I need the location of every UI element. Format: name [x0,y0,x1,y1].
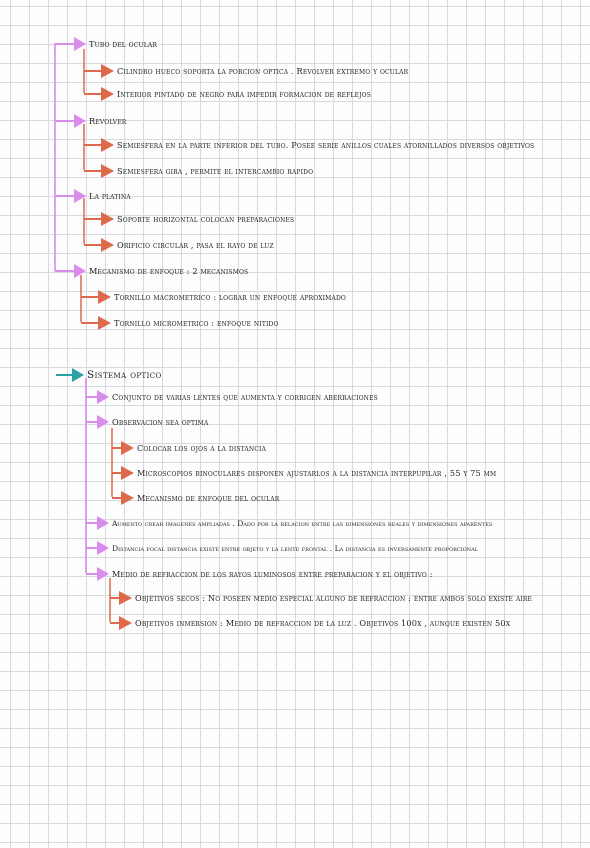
note-orificio-circular [84,237,274,253]
arrow-shaft [110,597,119,599]
note-text: Microscopios binoculares disponen ajustarlos a la distancia interpupilar , 55 y 75 mm [137,468,497,478]
violet-arrow-icon [97,541,109,555]
note-text: Tornillo macrometrico : lograr un enfoque aproximado [114,292,346,302]
note-mecanismo-enfoque [55,263,248,279]
arrow-shaft [84,93,101,95]
note-text: Aumento crear imagenes ampliadas . Dado por la relacion entre las dimensiones reales y dimensiones aparentes [112,518,493,528]
arrow-shaft [86,573,97,575]
orange-arrow-icon [101,64,114,78]
violet-arrow-icon [74,189,86,203]
note-text: Observacion sea optima [112,417,209,427]
arrow-shaft [84,244,101,246]
heading-sistema-optico [56,367,162,383]
note-la-platina [55,188,131,204]
teal-arrow-icon [72,368,84,382]
note-aumento [86,515,492,531]
note-text: Cilindro hueco soporta la porcion optica . Revolver extremo y ocular [117,66,409,76]
note-distancia-focal [86,540,478,556]
arrow-shaft [110,622,119,624]
note-colocar-ojos [112,440,266,456]
note-soporte-horizontal [84,211,294,227]
arrow-shaft [86,547,97,549]
violet-arrow-icon [74,37,86,51]
orange-arrow-icon [98,316,111,330]
violet-arrow-icon [97,390,109,404]
arrow-shaft [112,497,121,499]
arrow-shaft [86,421,97,423]
note-mecanismo-ocular [112,490,279,506]
note-text: Mecanismo de enfoque del ocular [137,493,280,503]
note-text: Orificio circular , pasa el rayo de luz [117,240,274,250]
note-text: Revolver [89,116,127,126]
note-text: Objetivos secos : No poseen medio especial alguno de refraccion : entre ambos solo existe aire [135,593,533,603]
arrow-shaft [84,170,101,172]
arrow-shaft [55,120,74,122]
note-text: Tornillo micrometrico : enfoque nitido [114,318,279,328]
note-text: La platina [89,191,131,201]
note-text: Soporte horizontal colocan preparaciones [117,214,295,224]
note-text: Tubo del ocular [89,39,157,49]
note-interior-pintado [84,86,371,102]
violet-arrow-icon [97,516,109,530]
orange-arrow-icon [101,138,114,152]
note-semiesfera-tubo [84,137,534,153]
arrow-shaft [84,70,101,72]
orange-arrow-icon [119,616,132,630]
note-microscopios-binoculares [112,465,496,481]
note-text: Objetivos inmersion : Medio de refraccion de la luz . Objetivos 100x , aunque existen 50x [135,618,511,628]
violet-arrow-icon [97,567,109,581]
note-tubo-del-ocular [55,36,157,52]
note-medio-refraccion [86,566,433,582]
orange-arrow-icon [98,290,111,304]
note-text: Conjunto de varias lentes que aumenta y corrigen aberraciones [112,392,378,402]
note-observacion-optima [86,414,208,430]
section-title: Sistema optico [87,369,162,381]
note-text: Distancia focal distancia existe entre objeto y la lente frontal . La distancia es inversamente proporcional [112,543,479,553]
orange-arrow-icon [119,591,132,605]
arrow-shaft [84,218,101,220]
orange-arrow-icon [121,441,134,455]
arrow-shaft [81,296,98,298]
note-revolver [55,113,126,129]
note-tornillo-micrometrico [81,315,279,331]
note-text: Semiesfera en la parte inferior del tubo. Posee serie anillos cuales atornillados diversos objetivos [117,140,535,150]
arrow-shaft [86,522,97,524]
arrow-shaft [112,447,121,449]
note-cilindro-hueco [84,63,408,79]
arrow-shaft [112,472,121,474]
note-text: Medio de refraccion de los rayos luminosos entre preparacion y el objetivo : [112,569,433,579]
note-text: Mecanismo de enfoque : 2 mecanismos [89,266,249,276]
violet-arrow-icon [74,114,86,128]
arrow-shaft [55,195,74,197]
note-semiesfera-gira [84,163,313,179]
arrow-shaft [81,322,98,324]
note-objetivos-inmersion [110,615,510,631]
note-text: Interior pintado de negro para impedir formacion de reflejos [117,89,372,99]
violet-arrow-icon [97,415,109,429]
note-text: Semiesfera gira , permite el intercambio rapido [117,166,314,176]
orange-arrow-icon [101,212,114,226]
note-objetivos-secos [110,590,532,606]
orange-arrow-icon [101,87,114,101]
note-conjunto-lentes [86,389,378,405]
arrow-shaft [56,374,72,376]
arrow-shaft [84,144,101,146]
orange-arrow-icon [101,164,114,178]
orange-arrow-icon [121,491,134,505]
orange-arrow-icon [101,238,114,252]
arrow-shaft [86,396,97,398]
arrow-shaft [55,270,74,272]
note-text: Colocar los ojos a la distancia [137,443,267,453]
orange-arrow-icon [121,466,134,480]
violet-arrow-icon [74,264,86,278]
arrow-shaft [55,43,74,45]
note-tornillo-macrometrico [81,289,346,305]
